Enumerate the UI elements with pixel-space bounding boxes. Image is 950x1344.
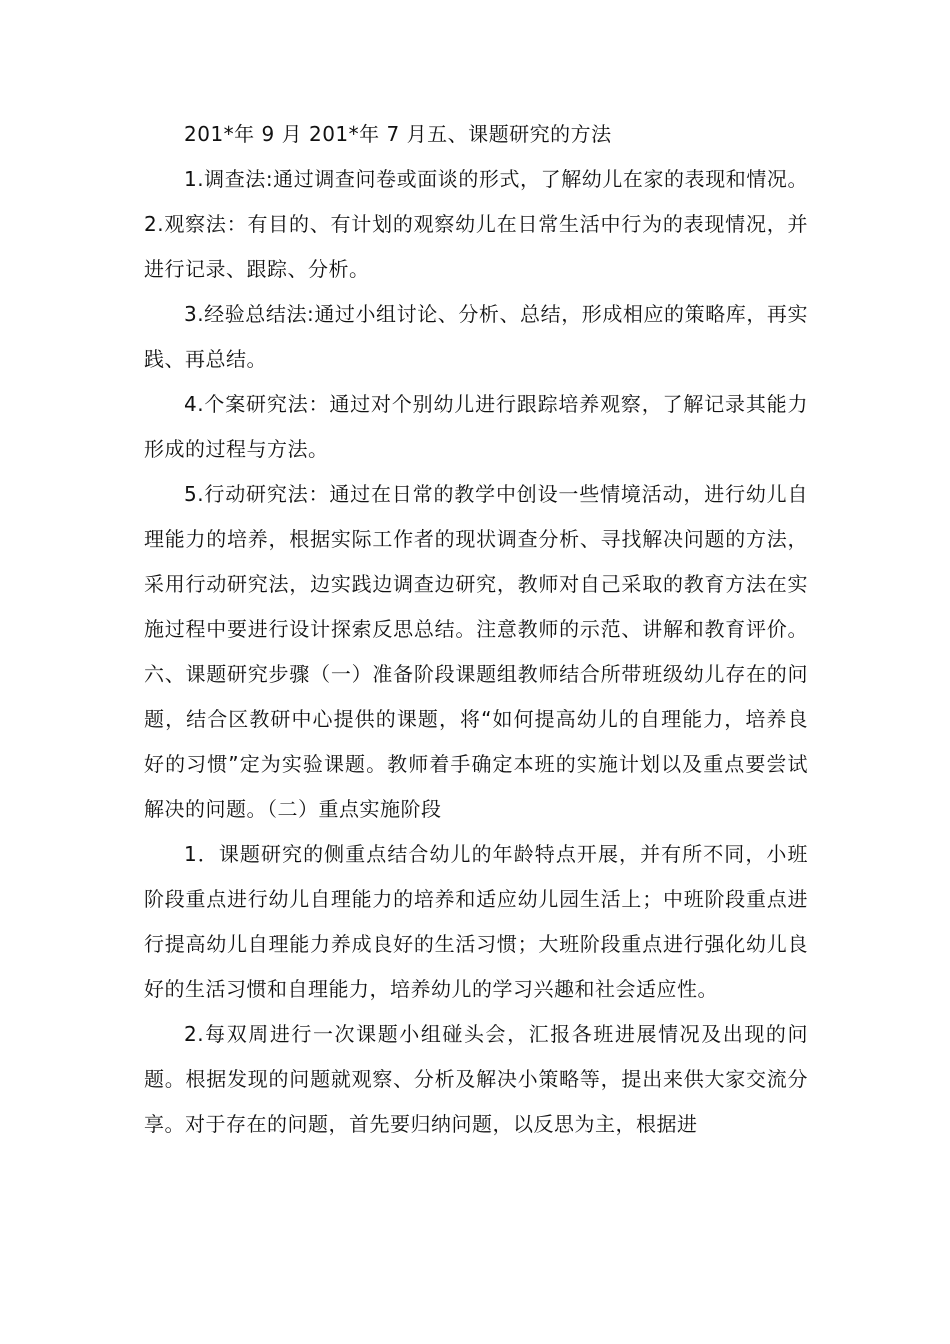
paragraph-case-study: 4.个案研究法：通过对个别幼儿进行跟踪培养观察，了解记录其能力形成的过程与方法。 xyxy=(144,392,808,461)
paragraph-experience-summary: 3.经验总结法:通过小组讨论、分析、总结，形成相应的策略库，再实践、再总结。 xyxy=(144,302,808,371)
document-body xyxy=(144,112,808,1147)
paragraph-date-methods: 201*年 9 月 201*年 7 月五、课题研究的方法 xyxy=(184,122,612,146)
paragraph-action-research: 5.行动研究法：通过在日常的教学中创设一些情境活动，进行幼儿自理能力的培养，根据实际工作者的现状调查分析、寻找解决问题的方法，采用行动研究法，边实践边调查边研究，教师对自己采取的教育方法在实施过程中要进行设计探索反思总结。注意教师的示范、讲解和教育评价。六、课题研究步骤（一）准备阶段课题组教师结合所带班级幼儿存在的问题，结合区教研中心提供的课题，将“如何提高幼儿的自理能力，培养良好的习惯”定为实验课题。教师着手确定本班的实施计划以及重点要尝试解决的问题。（二）重点实施阶段 xyxy=(144,482,808,821)
paragraph-age-focus: 1．课题研究的侧重点结合幼儿的年龄特点开展，并有所不同，小班阶段重点进行幼儿自理能力的培养和适应幼儿园生活上；中班阶段重点进行提高幼儿自理能力养成良好的生活习惯；大班阶段重点进行强化幼儿良好的生活习惯和自理能力，培养幼儿的学习兴趣和社会适应性。 xyxy=(144,842,808,1001)
paragraph-biweekly-meeting: 2.每双周进行一次课题小组碰头会，汇报各班进展情况及出现的问题。根据发现的问题就观察、分析及解决小策略等，提出来供大家交流分享。对于存在的问题，首先要归纳问题，以反思为主，根据进 xyxy=(144,1022,808,1136)
paragraph-survey-observation: 1.调查法:通过调查问卷或面谈的形式，了解幼儿在家的表现和情况。2.观察法：有目的、有计划的观察幼儿在日常生活中行为的表现情况，并进行记录、跟踪、分析。 xyxy=(144,167,808,281)
